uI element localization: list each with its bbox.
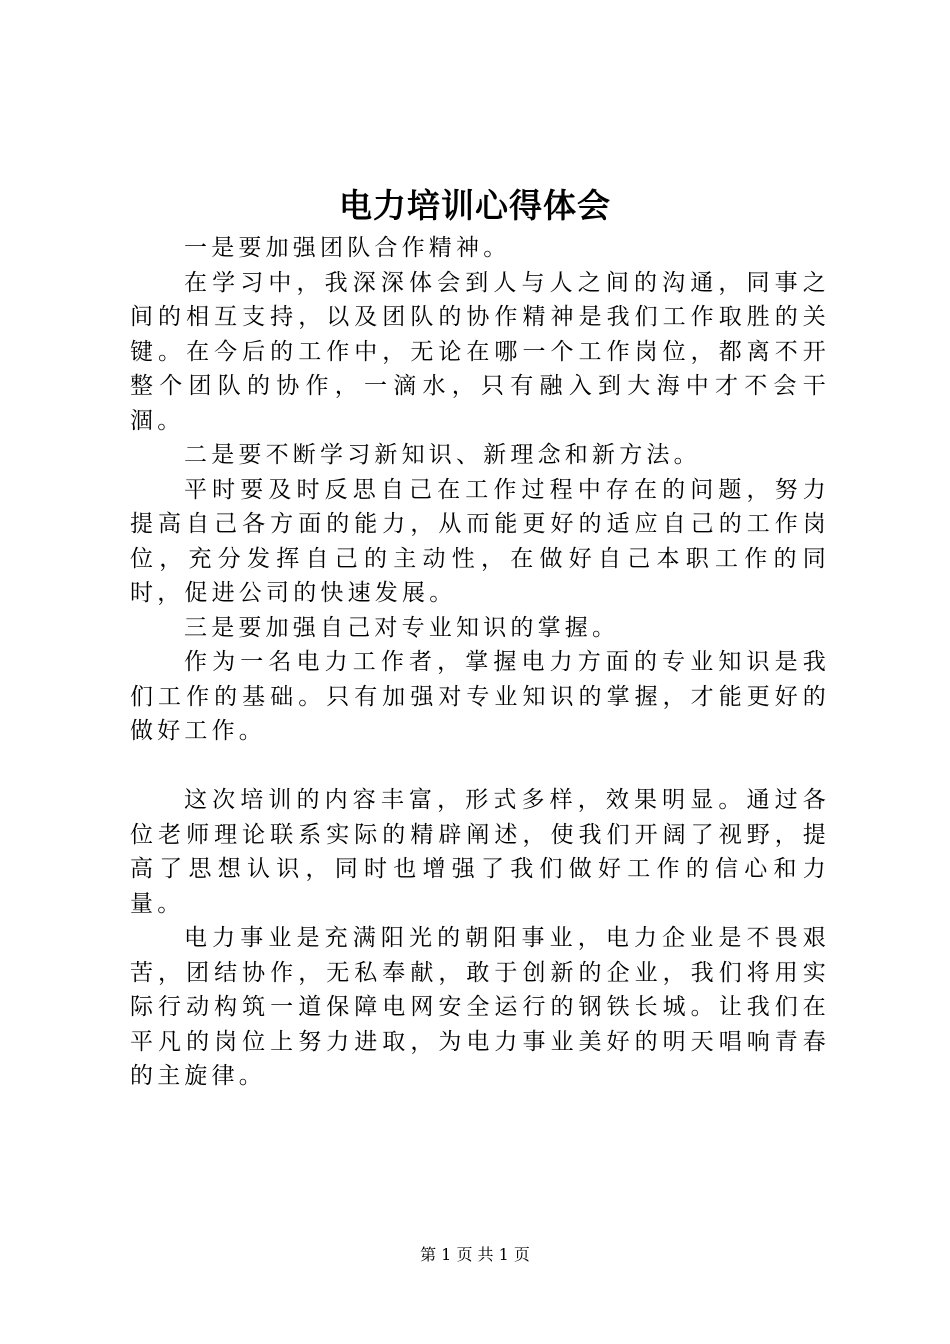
paragraph-7: 这次培训的内容丰富，形式多样，效果明显。通过各位老师理论联系实际的精辟阐述，使我们开阔了视野，提高了思想认识，同时也增强了我们做好工作的信心和力量。 <box>130 787 830 917</box>
paragraph-2: 在学习中，我深深体会到人与人之间的沟通，同事之间的相互支持，以及团队的协作精神是我们工作取胜的关键。在今后的工作中，无论在哪一个工作岗位，都离不开整个团队的协作，一滴水，只有融入到大海中才不会干涸。 <box>130 269 830 434</box>
paragraph-8: 电力事业是充满阳光的朝阳事业，电力企业是不畏艰苦，团结协作，无私奉献，敢于创新的企业，我们将用实际行动构筑一道保障电网安全运行的钢铁长城。让我们在平凡的岗位上努力进取，为电力事业美好的明天唱响青春的主旋律。 <box>130 925 830 1089</box>
document-body <box>130 231 830 1094</box>
paragraph-spacer <box>130 749 830 784</box>
document-title: 电力培训心得体会 <box>339 186 611 225</box>
paragraph-6: 作为一名电力工作者，掌握电力方面的专业知识是我们工作的基础。只有加强对专业知识的掌握，才能更好的做好工作。 <box>130 649 830 744</box>
page-footer: 第 1 页 共 1 页 <box>420 1245 530 1264</box>
paragraph-5: 三是要加强自己对专业知识的掌握。 <box>184 614 620 641</box>
paragraph-1: 一是要加强团队合作精神。 <box>184 235 511 261</box>
paragraph-3: 二是要不断学习新知识、新理念和新方法。 <box>184 442 701 468</box>
paragraph-4: 平时要及时反思自己在工作过程中存在的问题，努力提高自己各方面的能力，从而能更好的适应自己的工作岗位，充分发挥自己的主动性，在做好自己本职工作的同时，促进公司的快速发展。 <box>130 476 830 606</box>
